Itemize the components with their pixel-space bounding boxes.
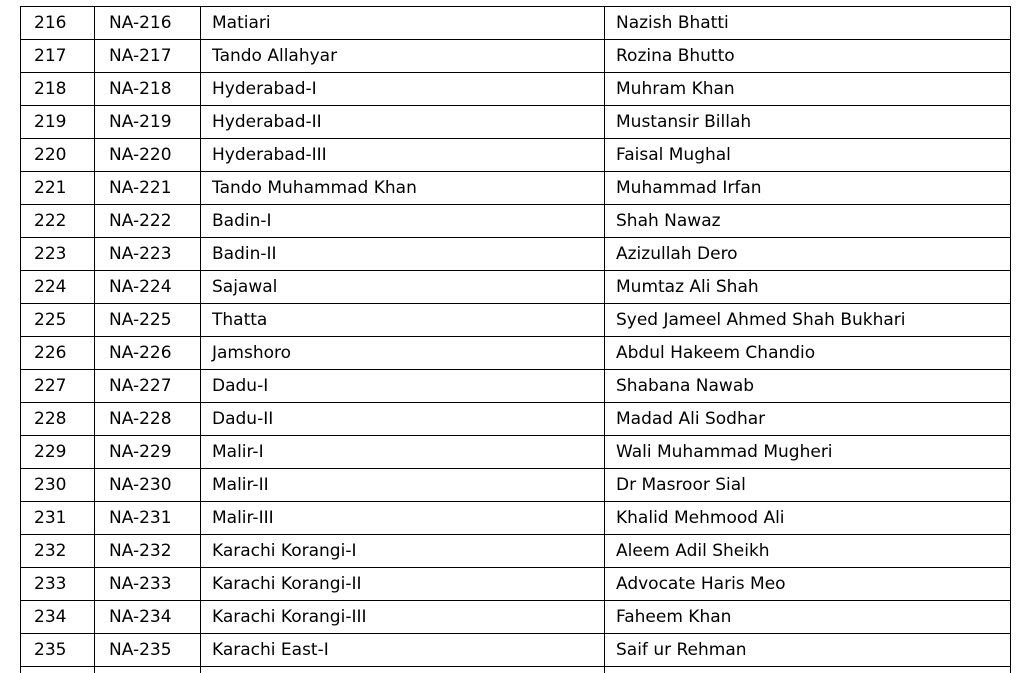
- na-code-cell: NA-223: [95, 238, 201, 271]
- na-code-cell: NA-228: [95, 403, 201, 436]
- constituency-cell: Tando Muhammad Khan: [201, 172, 605, 205]
- constituency-cell: Hyderabad-I: [201, 73, 605, 106]
- na-code-cell: NA-233: [95, 568, 201, 601]
- nominee-cell: Mustansir Billah: [605, 106, 1011, 139]
- nominee-cell: Aleem Adil Sheikh: [605, 535, 1011, 568]
- table-row: [21, 502, 1011, 535]
- na-code-cell: NA-216: [95, 7, 201, 40]
- serial-cell: 226: [21, 337, 95, 370]
- constituency-cell: Malir-III: [201, 502, 605, 535]
- nominee-table: [20, 6, 1011, 673]
- constituency-cell: Dadu-I: [201, 370, 605, 403]
- na-code-cell: NA-230: [95, 469, 201, 502]
- nominee-table-body: [21, 7, 1011, 673]
- constituency-cell: Karachi Korangi-III: [201, 601, 605, 634]
- constituency-cell: Jamshoro: [201, 337, 605, 370]
- na-code-cell: NA-220: [95, 139, 201, 172]
- na-code-cell: NA-226: [95, 337, 201, 370]
- nominee-cell: Shah Nawaz: [605, 205, 1011, 238]
- na-code-cell: NA-232: [95, 535, 201, 568]
- nominee-cell: Saif ur Rehman: [605, 634, 1011, 667]
- constituency-cell: Matiari: [201, 7, 605, 40]
- na-code-cell: NA-227: [95, 370, 201, 403]
- na-code-cell: NA-217: [95, 40, 201, 73]
- table-row: [21, 205, 1011, 238]
- serial-cell: 230: [21, 469, 95, 502]
- table-row: [21, 172, 1011, 205]
- table-row: [21, 634, 1011, 667]
- serial-cell: 223: [21, 238, 95, 271]
- serial-cell: 218: [21, 73, 95, 106]
- na-code-cell: NA-225: [95, 304, 201, 337]
- na-code-cell: NA-235: [95, 634, 201, 667]
- nominee-cell: Wali Muhammad Mugheri: [605, 436, 1011, 469]
- nominee-cell: Azizullah Dero: [605, 238, 1011, 271]
- table-row: [21, 73, 1011, 106]
- table-row: [21, 403, 1011, 436]
- serial-cell: 227: [21, 370, 95, 403]
- serial-cell: 219: [21, 106, 95, 139]
- table-row: [21, 568, 1011, 601]
- nominee-cell: Abdul Hakeem Chandio: [605, 337, 1011, 370]
- constituency-cell: Badin-II: [201, 238, 605, 271]
- serial-cell: 216: [21, 7, 95, 40]
- constituency-cell: Karachi Korangi-I: [201, 535, 605, 568]
- constituency-cell: Malir-I: [201, 436, 605, 469]
- nominee-cell: Khalid Mehmood Ali: [605, 502, 1011, 535]
- nominee-cell: Mumtaz Ali Shah: [605, 271, 1011, 304]
- constituency-cell: Hyderabad-II: [201, 106, 605, 139]
- serial-cell: 229: [21, 436, 95, 469]
- table-row: [21, 469, 1011, 502]
- table-row: [21, 370, 1011, 403]
- serial-cell: 235: [21, 634, 95, 667]
- table-row: [21, 337, 1011, 370]
- constituency-cell: Sajawal: [201, 271, 605, 304]
- serial-cell: 224: [21, 271, 95, 304]
- serial-cell: 220: [21, 139, 95, 172]
- na-code-cell: NA-229: [95, 436, 201, 469]
- serial-cell: 228: [21, 403, 95, 436]
- nominee-cell: Advocate Haris Meo: [605, 568, 1011, 601]
- na-code-cell: NA-234: [95, 601, 201, 634]
- na-code-cell: NA-219: [95, 106, 201, 139]
- serial-cell: 232: [21, 535, 95, 568]
- serial-cell: 231: [21, 502, 95, 535]
- table-row: [21, 535, 1011, 568]
- na-code-cell: NA-221: [95, 172, 201, 205]
- serial-cell: 217: [21, 40, 95, 73]
- constituency-cell: Hyderabad-III: [201, 139, 605, 172]
- nominee-cell: Madad Ali Sodhar: [605, 403, 1011, 436]
- constituency-cell: Malir-II: [201, 469, 605, 502]
- table-row: [21, 271, 1011, 304]
- na-code-cell: NA-231: [95, 502, 201, 535]
- serial-cell: 222: [21, 205, 95, 238]
- nominee-cell: Faisal Mughal: [605, 139, 1011, 172]
- nominee-cell: Muhram Khan: [605, 73, 1011, 106]
- nominee-cell: Syed Jameel Ahmed Shah Bukhari: [605, 304, 1011, 337]
- constituency-cell: Thatta: [201, 304, 605, 337]
- constituency-cell: Dadu-II: [201, 403, 605, 436]
- table-row-cutoff: [21, 667, 1011, 673]
- na-code-cell: NA-218: [95, 73, 201, 106]
- nominee-cell: Rozina Bhutto: [605, 40, 1011, 73]
- nominee-cell: Faheem Khan: [605, 601, 1011, 634]
- serial-cell: 233: [21, 568, 95, 601]
- nominee-cell: Dr Masroor Sial: [605, 469, 1011, 502]
- constituency-cell: Karachi Korangi-II: [201, 568, 605, 601]
- serial-cell: 234: [21, 601, 95, 634]
- constituency-cell: Badin-I: [201, 205, 605, 238]
- na-code-cell: NA-222: [95, 205, 201, 238]
- table-row: [21, 40, 1011, 73]
- table-row: [21, 304, 1011, 337]
- table-row: [21, 238, 1011, 271]
- table-row: [21, 436, 1011, 469]
- nominee-cell: Nazish Bhatti: [605, 7, 1011, 40]
- table-row: [21, 106, 1011, 139]
- nominee-cell: Shabana Nawab: [605, 370, 1011, 403]
- nominee-cell: Muhammad Irfan: [605, 172, 1011, 205]
- constituency-cell: Karachi East-I: [201, 634, 605, 667]
- table-row: [21, 601, 1011, 634]
- table-row: [21, 139, 1011, 172]
- constituency-cell: Tando Allahyar: [201, 40, 605, 73]
- serial-cell: 221: [21, 172, 95, 205]
- table-row: [21, 7, 1011, 40]
- serial-cell: 225: [21, 304, 95, 337]
- na-code-cell: NA-224: [95, 271, 201, 304]
